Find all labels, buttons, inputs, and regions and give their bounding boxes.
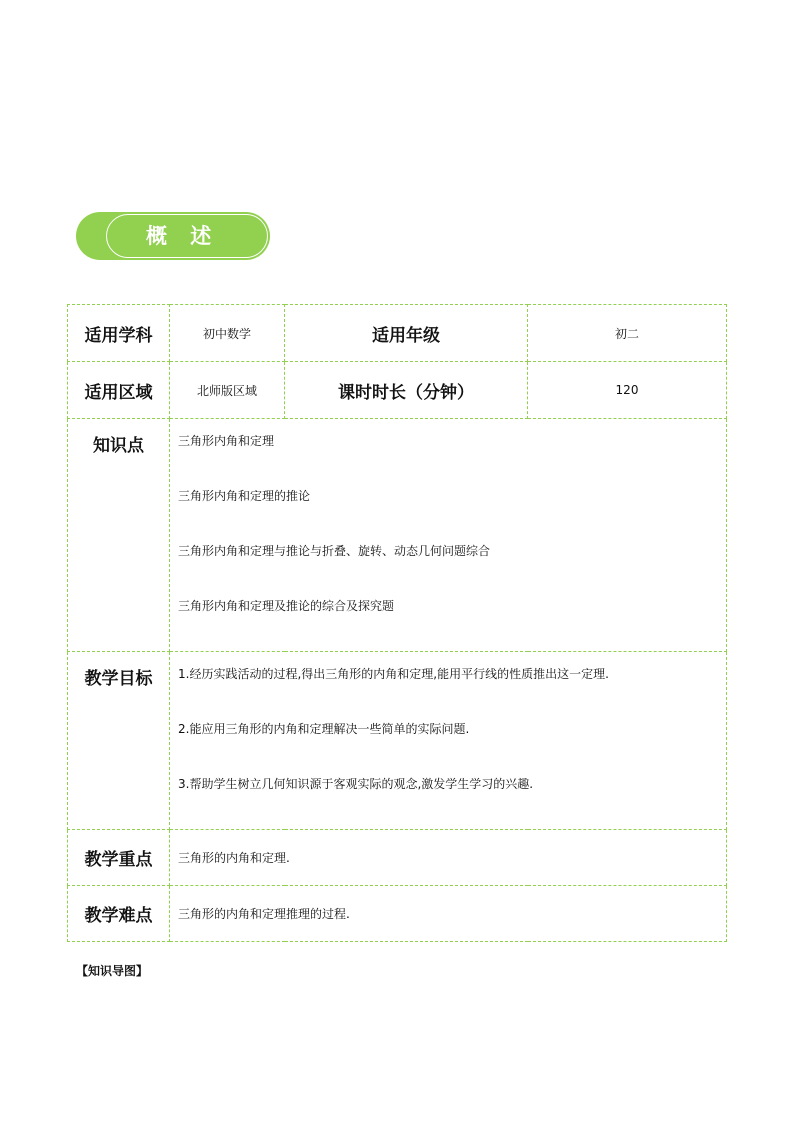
section-title: 概 述 (146, 224, 220, 248)
knowledge-label: 知识点 (68, 419, 170, 652)
list-item: 三角形内角和定理与推论与折叠、旋转、动态几何问题综合 (178, 544, 491, 558)
table-row-key (68, 830, 727, 886)
subject-value: 初中数学 (170, 305, 285, 362)
knowledge-points (170, 419, 727, 652)
key-label: 教学重点 (68, 830, 170, 886)
difficulty-label: 教学难点 (68, 886, 170, 942)
grade-value: 初二 (528, 305, 727, 362)
difficulty-value: 三角形的内角和定理推理的过程. (170, 886, 727, 942)
list-item: 三角形内角和定理的推论 (178, 489, 311, 503)
list-item: 1.经历实践活动的过程,得出三角形的内角和定理,能用平行线的性质推出这一定理. (178, 667, 609, 681)
grade-label: 适用年级 (285, 305, 528, 362)
list-item: 三角形内角和定理 (178, 434, 275, 448)
duration-value: 120 (528, 362, 727, 419)
teaching-goals (170, 652, 727, 830)
list-item: 3.帮助学生树立几何知识源于客观实际的观念,激发学生学习的兴趣. (178, 777, 534, 791)
table-row-subject (68, 305, 727, 362)
overview-table (67, 304, 727, 942)
knowledge-map-heading: 【知识导图】 (76, 964, 149, 978)
region-value: 北师版区域 (170, 362, 285, 419)
subject-label: 适用学科 (68, 305, 170, 362)
goals-label: 教学目标 (68, 652, 170, 830)
list-item: 2.能应用三角形的内角和定理解决一些简单的实际问题. (178, 722, 470, 736)
table-row-knowledge (68, 419, 727, 652)
key-value: 三角形的内角和定理. (170, 830, 727, 886)
region-label: 适用区域 (68, 362, 170, 419)
table-row-goals (68, 652, 727, 830)
list-item: 三角形内角和定理及推论的综合及探究题 (178, 599, 395, 613)
duration-label: 课时时长（分钟） (285, 362, 528, 419)
section-badge (76, 212, 270, 260)
table-row-region (68, 362, 727, 419)
table-row-difficulty (68, 886, 727, 942)
